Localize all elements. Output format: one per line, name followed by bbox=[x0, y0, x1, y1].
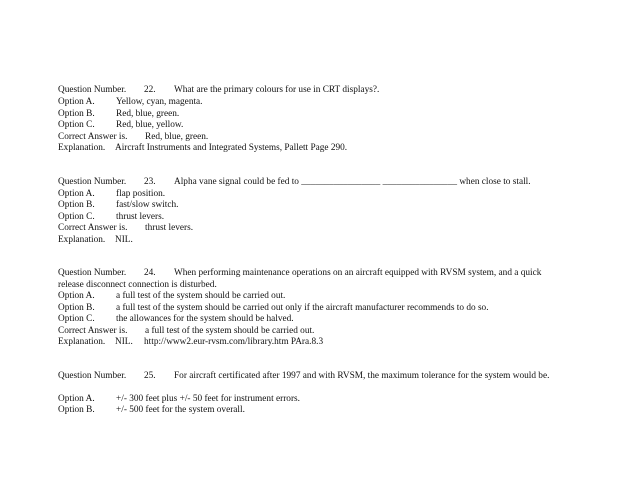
correct-answer-text: a full test of the system should be carried out. bbox=[145, 326, 315, 336]
option-text: +/- 300 feet plus +/- 50 feet for instrument errors. bbox=[116, 394, 300, 404]
correct-answer-text: Red, blue, green. bbox=[145, 132, 209, 142]
option-text: a full test of the system should be carried out. bbox=[116, 291, 286, 301]
option-a-line bbox=[58, 97, 598, 109]
correct-answer-label: Correct Answer is. bbox=[58, 132, 128, 142]
question-number: 24. bbox=[144, 268, 156, 278]
explanation-text: NIL. bbox=[115, 337, 133, 347]
explanation-label: Explanation. bbox=[58, 337, 106, 347]
question-text: Alpha vane signal could be fed to _________________ ________________ when close to stall. bbox=[174, 177, 531, 187]
question-25-line bbox=[58, 371, 598, 383]
explanation-text: Aircraft Instruments and Integrated Systems, Pallett Page 290. bbox=[115, 143, 348, 153]
option-text: +/- 500 feet for the system overall. bbox=[116, 405, 245, 415]
question-label: Question Number. bbox=[58, 177, 127, 187]
option-label: Option A. bbox=[58, 189, 95, 199]
explanation-line bbox=[58, 143, 598, 155]
question-text: When performing maintenance operations on an aircraft equipped with RVSM system, and a quick bbox=[174, 268, 542, 278]
option-text: Red, blue, yellow. bbox=[116, 120, 184, 130]
question-number: 22. bbox=[144, 85, 156, 95]
option-text: a full test of the system should be carried out only if the aircraft manufacturer recommends to do so. bbox=[116, 303, 489, 313]
question-24-line bbox=[58, 268, 598, 280]
option-label: Option C. bbox=[58, 120, 95, 130]
question-22-line bbox=[58, 85, 598, 97]
explanation-line bbox=[58, 235, 598, 247]
option-text: flap position. bbox=[116, 189, 166, 199]
option-label: Option B. bbox=[58, 109, 95, 119]
question-text: For aircraft certificated after 1997 and with RVSM, the maximum tolerance for the system would be. bbox=[174, 371, 550, 381]
option-b-line bbox=[58, 405, 598, 417]
option-text: Red, blue, green. bbox=[116, 109, 180, 119]
option-label: Option C. bbox=[58, 212, 95, 222]
correct-answer-label: Correct Answer is. bbox=[58, 326, 128, 336]
question-number: 23. bbox=[144, 177, 156, 187]
option-a-line bbox=[58, 291, 598, 303]
option-label: Option A. bbox=[58, 97, 95, 107]
explanation-label: Explanation. bbox=[58, 143, 106, 153]
option-text: the allowances for the system should be halved. bbox=[116, 314, 294, 324]
question-label: Question Number. bbox=[58, 371, 127, 381]
option-c-line bbox=[58, 314, 598, 326]
question-text: What are the primary colours for use in CRT displays?. bbox=[174, 85, 380, 95]
option-label: Option A. bbox=[58, 291, 95, 301]
question-text-continued: release disconnect connection is disturbed. bbox=[58, 280, 217, 290]
option-text: thrust levers. bbox=[116, 212, 165, 222]
question-number: 25. bbox=[144, 371, 156, 381]
explanation-label: Explanation. bbox=[58, 235, 106, 245]
option-label: Option B. bbox=[58, 200, 95, 210]
option-label: Option A. bbox=[58, 394, 95, 404]
question-label: Question Number. bbox=[58, 85, 127, 95]
question-label: Question Number. bbox=[58, 268, 127, 278]
explanation-text: NIL. bbox=[115, 235, 133, 245]
option-label: Option B. bbox=[58, 303, 95, 313]
option-c-line bbox=[58, 120, 598, 132]
option-label: Option C. bbox=[58, 314, 95, 324]
question-23-line bbox=[58, 177, 598, 189]
option-b-line bbox=[58, 200, 598, 212]
correct-answer-label: Correct Answer is. bbox=[58, 223, 128, 233]
correct-answer-text: thrust levers. bbox=[145, 223, 194, 233]
option-text: Yellow, cyan, magenta. bbox=[116, 97, 203, 107]
explanation-reference: http://www2.eur-rvsm.com/library.htm PAra.8.3 bbox=[144, 337, 324, 347]
option-label: Option B. bbox=[58, 405, 95, 415]
explanation-line bbox=[58, 337, 598, 349]
option-text: fast/slow switch. bbox=[116, 200, 179, 210]
correct-answer-line bbox=[58, 223, 598, 235]
